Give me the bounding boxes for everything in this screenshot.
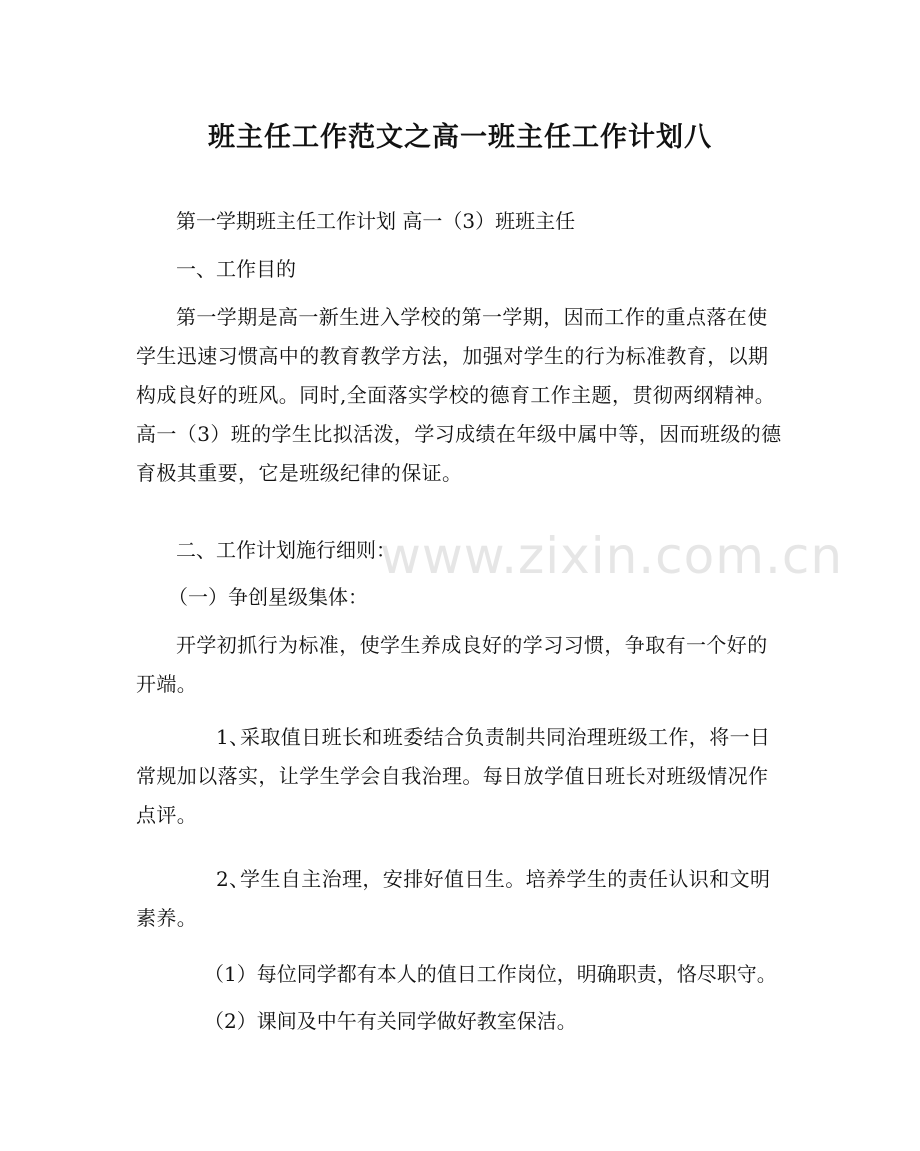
subsection1-heading: （一）争创星级集体： — [168, 585, 368, 609]
section1-heading: 一、工作目的 — [176, 257, 296, 281]
section1-body: 第一学期是高一新生进入学校的第一学期，因而工作的重点落在使学生迅速习惯高中的教育教学方法，加强对学生的行为标准教育，以期构成良好的班风。同时,全面落实学校的德育工作主题，贯彻两纲精神。高一（3）班的学生比拟活泼，学习成绩在年级中属中等，因而班级的德育极其重要，它是班级纪律的保证。 — [136, 305, 782, 485]
page-title: 班主任工作范文之高一班主任工作计划八 — [208, 122, 712, 153]
subsection1-body: 开学初抓行为标准，使学生养成良好的学习习惯，争取有一个好的开端。 — [136, 633, 768, 696]
list-item-text: 采取值日班长和班委结合负责制共同治理班级工作，将一日常规加以落实，让学生学会自我治理。每日放学值日班长对班级情况作点评。 — [136, 725, 771, 827]
list-item-number: 1、 — [216, 725, 250, 749]
watermark: www.zixin.com.cn — [380, 527, 844, 585]
sub-item-1: （1）每位同学都有本人的值日工作岗位，明确职责，恪尽职守。 — [204, 962, 777, 986]
section2-heading: 二、工作计划施行细则： — [176, 538, 396, 562]
list-item-1 — [136, 718, 786, 835]
list-item-text: 学生自主治理，安排好值日生。培养学生的责任认识和文明素养。 — [136, 867, 771, 930]
sub-item-2: （2）课间及中午有关同学做好教室保洁。 — [204, 1009, 577, 1033]
list-item-number: 2、 — [216, 867, 250, 891]
list-item-2 — [136, 860, 786, 938]
subtitle: 第一学期班主任工作计划 高一（3）班班主任 — [176, 209, 576, 233]
